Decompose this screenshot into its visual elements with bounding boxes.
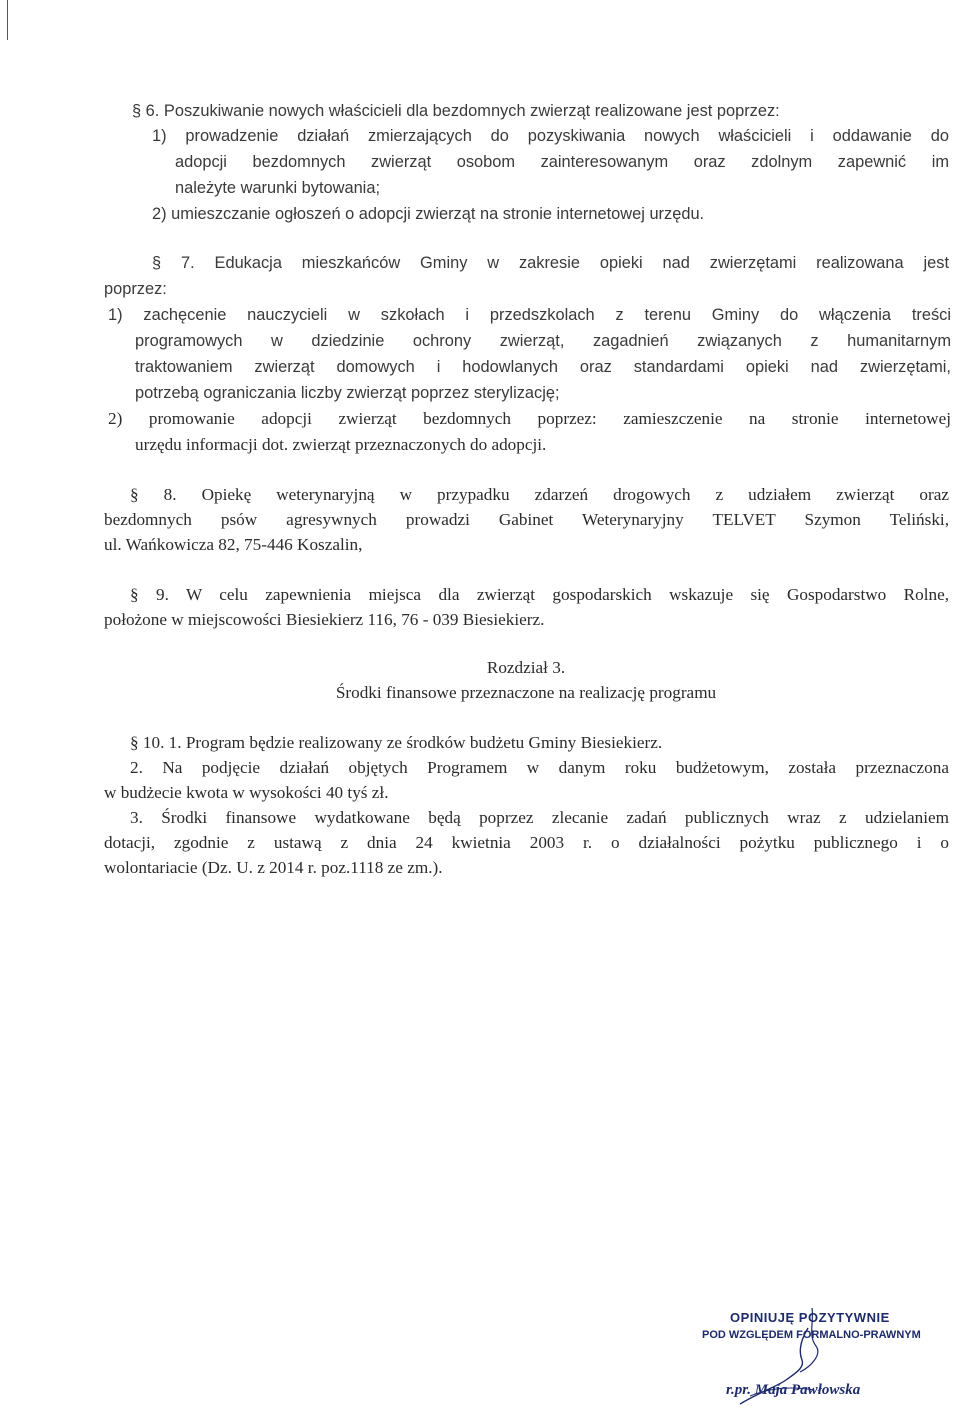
paragraph-6-heading: § 6. Poszukiwanie nowych właścicieli dla bezdomnych zwierząt realizowane jest poprzez: [132, 102, 780, 120]
paragraph-7-item-2: 2) promowanie adopcji zwierząt bezdomnych poprzez: zamieszczenie na stronie internetowej [108, 409, 951, 428]
paragraph-7-item-1-cont: traktowaniem zwierząt domowych i hodowlanych oraz standardami opieki nad zwierzętami, [135, 358, 951, 376]
paragraph-7-heading: § 7. Edukacja mieszkańców Gminy w zakresie opieki nad zwierzętami realizowana jest [152, 254, 949, 272]
paragraph-10-item-3: 3. Środki finansowe wydatkowane będą poprzez zlecanie zadań publicznych wraz z udzielaniem [130, 808, 949, 827]
paragraph-9-end: położone w miejscowości Biesiekierz 116, 76 - 039 Biesiekierz. [104, 610, 545, 629]
paragraph-10-item-2: 2. Na podjęcie działań objętych Programem w danym roku budżetowym, została przeznaczona [130, 758, 949, 777]
paragraph-7-item-2-end: urzędu informacji dot. zwierząt przeznaczonych do adopcji. [135, 435, 547, 454]
paragraph-6-item-1: 1) prowadzenie działań zmierzających do pozyskiwania nowych właścicieli i oddawanie do [152, 127, 949, 145]
approval-stamp [690, 1300, 940, 1410]
chapter-title: Środki finansowe przeznaczone na realizację programu [335, 683, 717, 702]
paragraph-8-end: ul. Wańkowicza 82, 75-446 Koszalin, [104, 535, 363, 554]
stamp-line-1: OPINIUJĘ POZYTYWNIE [730, 1310, 890, 1325]
signature-name: r.pr. Maja Pawłowska [726, 1382, 861, 1398]
paragraph-6-item-2: 2) umieszczanie ogłoszeń o adopcji zwierząt na stronie internetowej urzędu. [152, 205, 705, 223]
paragraph-10-item-2-end: w budżecie kwota w wysokości 40 tyś zł. [104, 783, 389, 802]
chapter-heading: Rozdział 3. [486, 658, 566, 677]
margin-line [7, 0, 8, 40]
paragraph-6-item-1-cont: adopcji bezdomnych zwierząt osobom zainteresowanym oraz zdolnym zapewnić im [175, 153, 949, 171]
paragraph-10-item-3-end: wolontariacie (Dz. U. z 2014 r. poz.1118 ze zm.). [104, 858, 443, 877]
paragraph-8-cont: bezdomnych psów agresywnych prowadzi Gabinet Weterynaryjny TELVET Szymon Teliński, [104, 510, 949, 529]
paragraph-10-item-3-cont: dotacji, zgodnie z ustawą z dnia 24 kwietnia 2003 r. o działalności pożytku publicznego i o [104, 833, 949, 852]
paragraph-9: § 9. W celu zapewnienia miejsca dla zwierząt gospodarskich wskazuje się Gospodarstwo Rolne, [130, 585, 949, 604]
paragraph-7-item-1: 1) zachęcenie nauczycieli w szkołach i przedszkolach z terenu Gminy do włączenia treści [108, 306, 951, 324]
stamp-line-2: POD WZGLĘDEM FORMALNO-PRAWNYM [702, 1329, 921, 1341]
paragraph-7-item-1-end: potrzebą ograniczania liczby zwierząt poprzez sterylizację; [135, 384, 560, 402]
paragraph-10-item-1: § 10. 1. Program będzie realizowany ze środków budżetu Gminy Biesiekierz. [130, 733, 663, 752]
paragraph-6-item-1-end: należyte warunki bytowania; [175, 179, 380, 197]
paragraph-7-item-1-cont: programowych w dziedzinie ochrony zwierząt, zagadnień związanych z humanitarnym [135, 332, 951, 350]
paragraph-7-heading-cont: poprzez: [104, 280, 167, 298]
paragraph-8: § 8. Opiekę weterynaryjną w przypadku zdarzeń drogowych z udziałem zwierząt oraz [130, 485, 949, 504]
